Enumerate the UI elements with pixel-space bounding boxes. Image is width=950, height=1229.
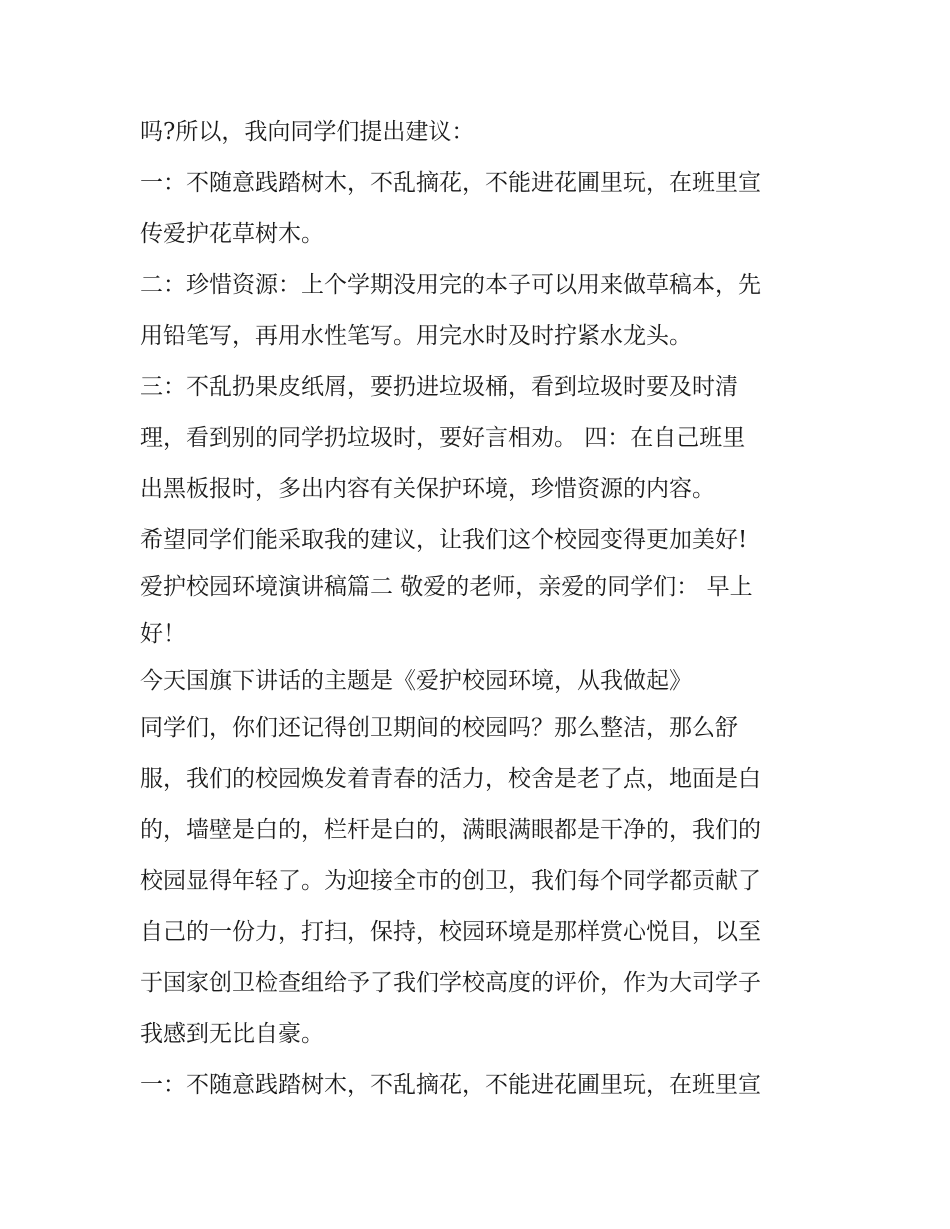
text-line: 传爱护花草树木。 [140, 221, 324, 247]
body-text [140, 112, 820, 1116]
text-line: 校园显得年轻了。为迎接全市的创卫，我们每个同学都贡献了 [140, 868, 761, 894]
text-line: 三：不乱扔果皮纸屑，要扔进垃圾桶，看到垃圾时要及时清 [140, 374, 738, 400]
text-line: 今天国旗下讲话的主题是《爱护校园环境，从我做起》 [140, 668, 692, 694]
text-line: 出黑板报时，多出内容有关保护环境，珍惜资源的内容。 [140, 476, 715, 502]
text-line: 自己的一份力，打扫，保持，校园环境是那样赏心悦目，以至 [140, 919, 761, 945]
text-line: 吗?所以，我向同学们提出建议： [140, 119, 475, 145]
text-line: 二：珍惜资源：上个学期没用完的本子可以用来做草稿本，先 [140, 272, 761, 298]
text-line: 好！ [140, 621, 186, 647]
text-line: 理，看到别的同学扔垃圾时，要好言相劝。 四：在自己班里 [140, 425, 746, 451]
text-line: 我感到无比自豪。 [140, 1021, 324, 1047]
text-line: 爱护校园环境演讲稿篇二 敬爱的老师，亲爱的同学们： 早上 [140, 574, 753, 600]
text-line: 一：不随意践踏树木，不乱摘花，不能进花圃里玩，在班里宣 [140, 170, 761, 196]
text-line: 希望同学们能采取我的建议，让我们这个校园变得更加美好! [140, 527, 748, 553]
text-line: 于国家创卫检查组给予了我们学校高度的评价，作为大司学子 [140, 970, 761, 996]
text-line: 的，墙壁是白的，栏杆是白的，满眼满眼都是干净的，我们的 [140, 817, 761, 843]
text-line: 同学们，你们还记得创卫期间的校园吗？那么整洁，那么舒 [140, 715, 738, 741]
text-line: 服，我们的校园焕发着青春的活力，校舍是老了点，地面是白 [140, 766, 761, 792]
text-line: 用铅笔写，再用水性笔写。用完水时及时拧紧水龙头。 [140, 323, 692, 349]
text-line: 一：不随意践踏树木，不乱摘花，不能进花圃里玩，在班里宣 [140, 1072, 761, 1098]
